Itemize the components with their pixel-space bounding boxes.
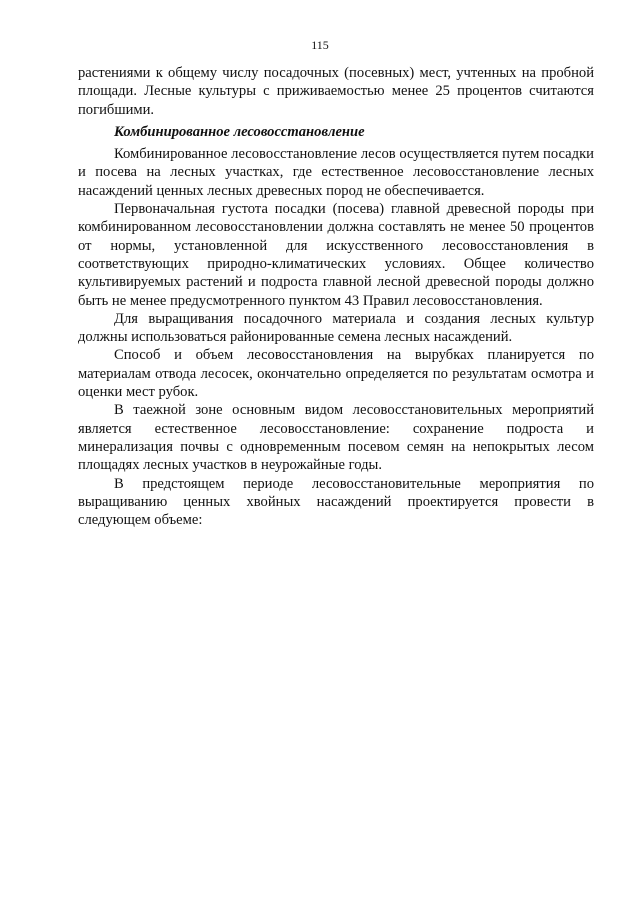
paragraph: В таежной зоне основным видом лесовосстановительных мероприятий является естественное лесовосстановление: сохранение подроста и минерализация почвы с одновременным посевом семян на непокрытых лесом площадях лесных участков в неурожайные годы. (78, 402, 594, 474)
paragraph: В предстоящем периоде лесовосстановительные мероприятия по выращиванию ценных хвойных насаждений проектируется провести в следующем объеме: (78, 475, 594, 529)
document-body (78, 64, 594, 529)
section-heading: Комбинированное лесовосстановление (114, 123, 365, 140)
paragraph: Первоначальная густота посадки (посева) главной древесной породы при комбинированном лесовосстановлении должна составлять не менее 50 процентов от нормы, установленной для искусственного лесовосстановления в соответствующих природно-климатических условиях. Общее количество культивируемых растений и подроста главной лесной древесной породы должно быть не менее предусмотренного пунктом 43 Правил лесовосстановления. (78, 201, 594, 309)
page-number: 115 (311, 38, 329, 52)
paragraph: Для выращивания посадочного материала и создания лесных культур должны использоваться районированные семена лесных насаждений. (78, 310, 594, 346)
paragraph-continuation: растениями к общему числу посадочных (посевных) мест, учтенных на пробной площади. Лесные культуры с приживаемостью менее 25 процентов считаются погибшими. (78, 65, 594, 118)
paragraph: Комбинированное лесовосстановление лесов осуществляется путем посадки и посева на лесных участках, где естественное лесовосстановление лесных насаждений ценных лесных древесных пород не обеспечивается. (78, 146, 594, 199)
paragraph: Способ и объем лесовосстановления на вырубках планируется по материалам отвода лесосек, окончательно определяется по результатам осмотра и оценки мест рубок. (78, 347, 594, 401)
